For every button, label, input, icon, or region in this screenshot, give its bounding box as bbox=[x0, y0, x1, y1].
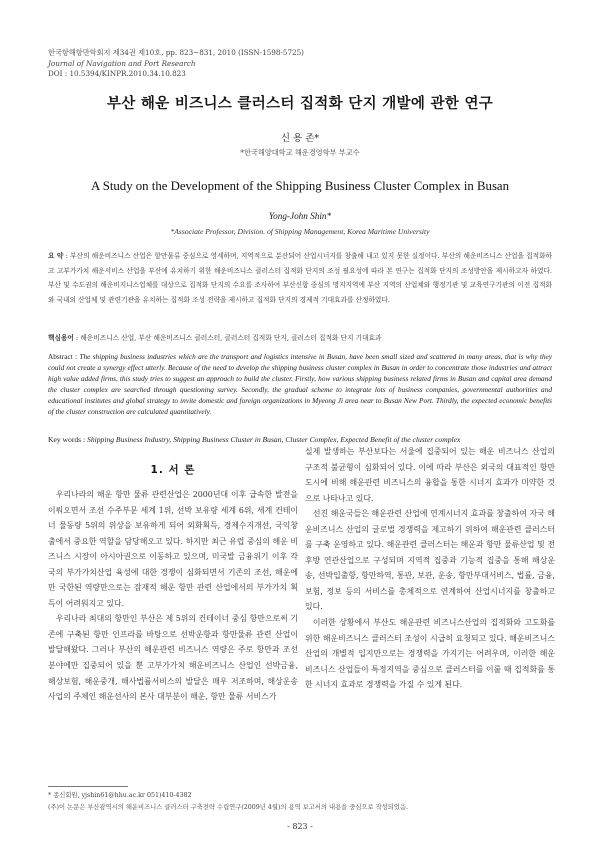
keywords-korean-label: 핵심용어 bbox=[48, 334, 74, 342]
body-paragraph: 실제 발생하는 부산보다는 서울에 집중되어 있는 해운 비즈니스 산업의 구조적 불균형이 심화되어 있다. 이에 따라 부산은 외국의 대표적인 항만도시에 비해 해운관련 비즈니스의 융합을 통한 시너지 효과가 미약한 것으로 나타나고 있다. bbox=[305, 447, 555, 503]
journal-header bbox=[48, 48, 304, 80]
body-paragraph: 우리나라 최대의 항만인 부산은 제 5위의 컨테이너 중심 항만으로써 기존에 구축된 항만 인프라를 바탕으로 선박운항과 항만물류 관련 산업이 발달해왔다. 그러나 부산의 해운관련 비즈니스 역량은 주로 항만과 조선분야에만 집중되어 있을 뿐 고부가가치 해운비즈니스 산업인 선박금융, 해상보험, 해운중개, 해사법률서비스의 발달은 매우 저조하며, 해상운송사업의 주체인 해운선사의 본사 대부분이 해운, 항만 물류 서비스가 bbox=[48, 614, 298, 702]
footnote-author-contact: * 종신회원, yjshin61@hhu.ac.kr 051)410-4382 bbox=[48, 792, 192, 799]
page-number: - 823 - bbox=[287, 822, 313, 831]
keywords-english-text: Shipping Business Industry, Shipping Business Cluster in Busan, Cluster Complex, Expected Benefit of the cluster complex bbox=[87, 435, 461, 444]
author-korean: 신 용 존* bbox=[280, 133, 320, 144]
section-heading-introduction: 1. 서 론 bbox=[150, 464, 196, 476]
footnote-divider bbox=[48, 786, 128, 787]
abstract-korean bbox=[48, 249, 552, 307]
body-left-column bbox=[48, 487, 298, 705]
abstract-english bbox=[48, 352, 552, 417]
abstract-korean-text: : 부산의 해운비즈니스 산업은 항만물류 중심으로 영세하며, 지역적으로 분산되어 산업시너지를 창출해 내고 있지 못한 실정이다. 부산의 해운비즈니스 산업을 집적화하고 고부가가치 해운서비스 산업을 부산에 유치하기 위한 해운비즈니스 클러스터 집적화 단지의 조성 필요성에 따라 본 연구는 집적화 단지의 조성방안을 제시하고자 하였다. 부산 및 수도권의 해운비지니스업체를 대상으로 집적화 단지의 수요를 조사하여 부산신항 중심의 명지지역에 부산 지역의 산업체와 행정기관 및 교육연구기관의 이전 집적화와 국내외 산업체 및 관련기관을 유치하는 집적화 조성 전략을 제시하고 집적화 단지의 경제적 기대효과를 산정하였다. bbox=[48, 252, 553, 304]
abstract-english-label: Abstract : bbox=[48, 352, 80, 361]
affiliation-english: *Associate Professor, Division. of Shipping Management, Korea Maritime University bbox=[170, 227, 430, 236]
journal-header-doi: DOI : 10.5394/KINPR.2010.34.10.823 bbox=[48, 69, 186, 78]
affiliation-korean: *한국해양대학교 해운경영학부 부교수 bbox=[240, 148, 360, 157]
abstract-english-text: The shipping business industries which are the transport and logistics intensive in Busan, have been small sized and scattered in many areas, that is why they could not create a synergy effect utterly. Because of the need to develop the shipping business cluster complex in Busan in order to concentrate those industries and attract high value added firms, this study tries to suggest an approach to build the cluster. Firstly, how various shipping business related firms in Busan and capital area demand the cluster complex are searched through questioning survey. Secondly, the gradual scheme to integrate lots of business companies, governmental authorities and educational institutes and global strategy to invite domestic and foreign organizations in Myeong Ji area near to Busan New Port. Thirdly, the expected economic benefits of the cluster construction are calculated quantitatively. bbox=[48, 352, 552, 416]
keywords-korean-text: : 해운비즈니스 산업, 부산 해운비즈니스 클러스터, 클러스터 집적화 단지, 클러스터 집적화 단지 기대효과 bbox=[73, 334, 382, 342]
keywords-korean bbox=[48, 332, 552, 342]
paper-title-korean: 부산 해운 비즈니스 클러스터 집적화 단지 개발에 관한 연구 bbox=[106, 96, 494, 112]
body-right-column bbox=[305, 444, 555, 693]
journal-header-line2: Journal of Navigation and Port Research bbox=[48, 58, 196, 68]
journal-header-line1: 한국항해항만학회지 제34권 제10호, pp. 823~831, 2010 (ISSN-1598-5725) bbox=[48, 48, 304, 57]
body-paragraph: 우리나라의 해운 항만 물류 관련산업은 2000년대 이후 급속한 발전을 이뤄오면서 조선 수주부문 세계 1위, 선박 보유량 세계 6위, 세계 컨테이너 물동량 5위의 위상을 보유하게 되어 외화획득, 경제수지개선, 국익창출에서 중요한 역할을 담당해오고 있다. 하지만 최근 유럽 중심의 해운 비즈니스 시장이 아시아권으로 이동하고 있으며, 미국발 금융위기 이후 각국의 부가가치산업 육성에 대한 경쟁이 심화되면서 기존의 조선, 해운에만 국한된 역량만으로는 잠재적 해운 항만 관련 산업에서의 부가가치 획득이 어려워지고 있다. bbox=[48, 490, 298, 608]
body-paragraph: 이러한 상황에서 부산도 해운관련 비즈니스산업의 집적화와 고도화를 위한 해운비즈니스 클러스터 조성이 시급히 요청되고 있다. 해운비즈니스 산업의 개별적 입지만으로는 경쟁력을 가지기는 어려우며, 이러한 해운 비즈니스 산업들이 특정지역을 중심으로 클러스터를 이룰 때 집적화를 통한 시너지 효과로 경쟁력을 가질 수 있게 된다. bbox=[305, 618, 555, 690]
author-english: Yong-John Shin* bbox=[268, 211, 332, 221]
keywords-english bbox=[48, 435, 552, 444]
abstract-korean-label: 요 약 bbox=[48, 252, 64, 260]
paper-title-english: A Study on the Development of the Shipping Business Cluster Complex in Busan bbox=[90, 179, 510, 193]
body-paragraph: 선진 해운국들은 해운관련 산업에 연계시너지 효과를 창출하여 자국 해운비즈니스 산업의 글로벌 경쟁력을 제고하기 위하여 해운관련 클러스터를 구축 운영하고 있다. 해운관련 클러스터는 해운과 항만 물류산업 및 전후방 연관산업으로 구성되며 지역적 집중과 기능적 집중을 통해 해상운송, 선박입출항, 항만하역, 통관, 보관, 운송, 항만부대서비스, 법률, 금융, 보험, 정보 등의 서비스를 총체적으로 연계하여 산업시너지를 창출하고 있다. bbox=[305, 509, 555, 612]
keywords-english-label: Key words : bbox=[48, 435, 88, 444]
footnote-funding-note: (주)이 논문은 부산광역시의 해운비즈니스 클러스터 구축전략 수립연구(2009년 4월)의 용역 보고서의 내용을 중심으로 작성되었음. bbox=[48, 804, 409, 811]
